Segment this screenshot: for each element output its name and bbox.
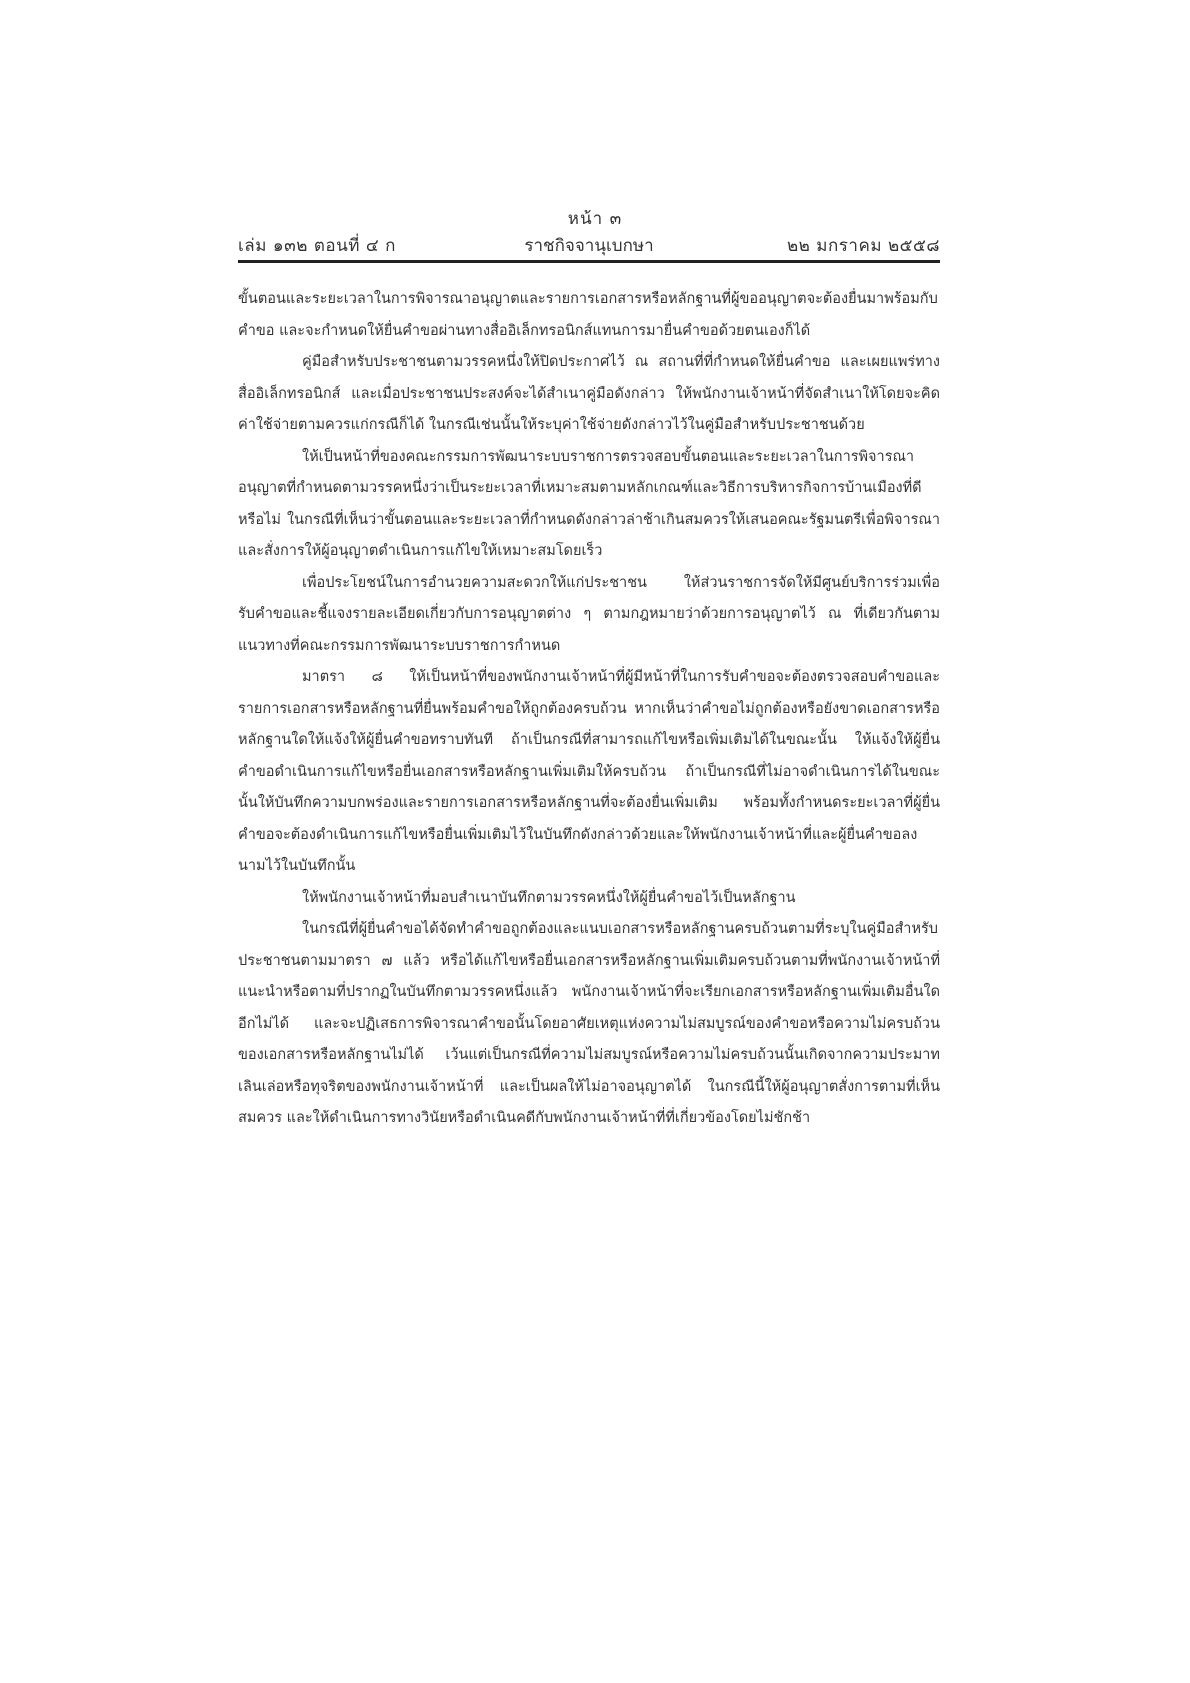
publication-name: ราชกิจจานุเบกษา <box>524 236 654 256</box>
paragraph: ขั้นตอนและระยะเวลาในการพิจารณาอนุญาตและรายการเอกสารหรือหลักฐานที่ผู้ขออนุญาตจะต้องยื่นมาพร้อมกับคำขอ และจะกำหนดให้ยื่นคำขอผ่านทางสื่ออิเล็กทรอนิกส์แทนการมายื่นคำขอด้วยตนเองก็ได้ <box>238 291 938 339</box>
section-8-paragraph: มาตรา ๘ ให้เป็นหน้าที่ของพนักงานเจ้าหน้าที่ผู้มีหน้าที่ในการรับคำขอจะต้องตรวจสอบคำขอและรายการเอกสารหรือหลักฐานที่ยื่นพร้อมคำขอให้ถูกต้องครบถ้วน หากเห็นว่าคำขอไม่ถูกต้องหรือยังขาดเอกสารหรือหลักฐานใดให้แจ้งให้ผู้ยื่นคำขอทราบทันที ถ้าเป็นกรณีที่สามารถแก้ไขหรือเพิ่มเติมได้ในขณะนั้น ให้แจ้งให้ผู้ยื่นคำขอดำเนินการแก้ไขหรือยื่นเอกสารหรือหลักฐานเพิ่มเติมให้ครบถ้วน ถ้าเป็นกรณีที่ไม่อาจดำเนินการได้ในขณะนั้นให้บันทึกความบกพร่องและรายการเอกสารหรือหลักฐานที่จะต้องยื่นเพิ่มเติม พร้อมทั้งกำหนดระยะเวลาที่ผู้ยื่นคำขอจะต้องดำเนินการแก้ไขหรือยื่นเพิ่มเติมไว้ในบันทึกดังกล่าวด้วยและให้พนักงานเจ้าหน้าที่และผู้ยื่นคำขอลงนามไว้ในบันทึกนั้น <box>238 669 940 874</box>
volume-issue: เล่ม ๑๓๒ ตอนที่ ๔ ก <box>238 236 396 256</box>
paragraph: ในกรณีที่ผู้ยื่นคำขอได้จัดทำคำขอถูกต้องและแนบเอกสารหรือหลักฐานครบถ้วนตามที่ระบุในคู่มือสำหรับประชาชนตามมาตรา ๗ แล้ว หรือได้แก้ไขหรือยื่นเอกสารหรือหลักฐานเพิ่มเติมครบถ้วนตามที่พนักงานเจ้าหน้าที่แนะนำหรือตามที่ปรากฏในบันทึกตามวรรคหนึ่งแล้ว พนักงานเจ้าหน้าที่จะเรียกเอกสารหรือหลักฐานเพิ่มเติมอื่นใดอีกไม่ได้ และจะปฏิเสธการพิจารณาคำขอนั้นโดยอาศัยเหตุแห่งความไม่สมบูรณ์ของคำขอหรือความไม่ครบถ้วนของเอกสารหรือหลักฐานไม่ได้ เว้นแต่เป็นกรณีที่ความไม่สมบูรณ์หรือความไม่ครบถ้วนนั้นเกิดจากความประมาทเลินเล่อหรือทุจริตของพนักงานเจ้าหน้าที่ และเป็นผลให้ไม่อาจอนุญาตได้ ในกรณีนี้ให้ผู้อนุญาตสั่งการตามที่เห็นสมควร และให้ดำเนินการทางวินัยหรือดำเนินคดีกับพนักงานเจ้าหน้าที่ที่เกี่ยวข้องโดยไม่ชักช้า <box>238 921 940 1126</box>
paragraph: ให้พนักงานเจ้าหน้าที่มอบสำเนาบันทึกตามวรรคหนึ่งให้ผู้ยื่นคำขอไว้เป็นหลักฐาน <box>302 889 796 906</box>
paragraph: เพื่อประโยชน์ในการอำนวยความสะดวกให้แก่ประชาชน ให้ส่วนราชการจัดให้มีศูนย์บริการร่วมเพื่อรับคำขอและชี้แจงรายละเอียดเกี่ยวกับการอนุญาตต่าง ๆ ตามกฎหมายว่าด้วยการอนุญาตไว้ ณ ที่เดียวกันตามแนวทางที่คณะกรรมการพัฒนาระบบราชการกำหนด <box>238 574 940 654</box>
gazette-header <box>238 232 940 260</box>
body-text <box>238 284 940 1135</box>
publication-date: ๒๒ มกราคม ๒๕๕๘ <box>786 236 940 256</box>
header-rule <box>238 260 940 263</box>
paragraph: ให้เป็นหน้าที่ของคณะกรรมการพัฒนาระบบราชการตรวจสอบขั้นตอนและระยะเวลาในการพิจารณาอนุญาตที่กำหนดตามวรรคหนึ่งว่าเป็นระยะเวลาที่เหมาะสมตามหลักเกณฑ์และวิธีการบริหารกิจการบ้านเมืองที่ดีหรือไม่ ในกรณีที่เห็นว่าขั้นตอนและระยะเวลาที่กำหนดดังกล่าวล่าช้าเกินสมควรให้เสนอคณะรัฐมนตรีเพื่อพิจารณาและสั่งการให้ผู้อนุญาตดำเนินการแก้ไขให้เหมาะสมโดยเร็ว <box>238 448 940 559</box>
page-number: หน้า ๓ <box>567 209 623 229</box>
paragraph: คู่มือสำหรับประชาชนตามวรรคหนึ่งให้ปิดประกาศไว้ ณ สถานที่ที่กำหนดให้ยื่นคำขอ และเผยแพร่ทางสื่ออิเล็กทรอนิกส์ และเมื่อประชาชนประสงค์จะได้สำเนาคู่มือดังกล่าว ให้พนักงานเจ้าหน้าที่จัดสำเนาให้โดยจะคิดค่าใช้จ่ายตามควรแก่กรณีก็ได้ ในกรณีเช่นนั้นให้ระบุค่าใช้จ่ายดังกล่าวไว้ในคู่มือสำหรับประชาชนด้วย <box>238 354 940 433</box>
